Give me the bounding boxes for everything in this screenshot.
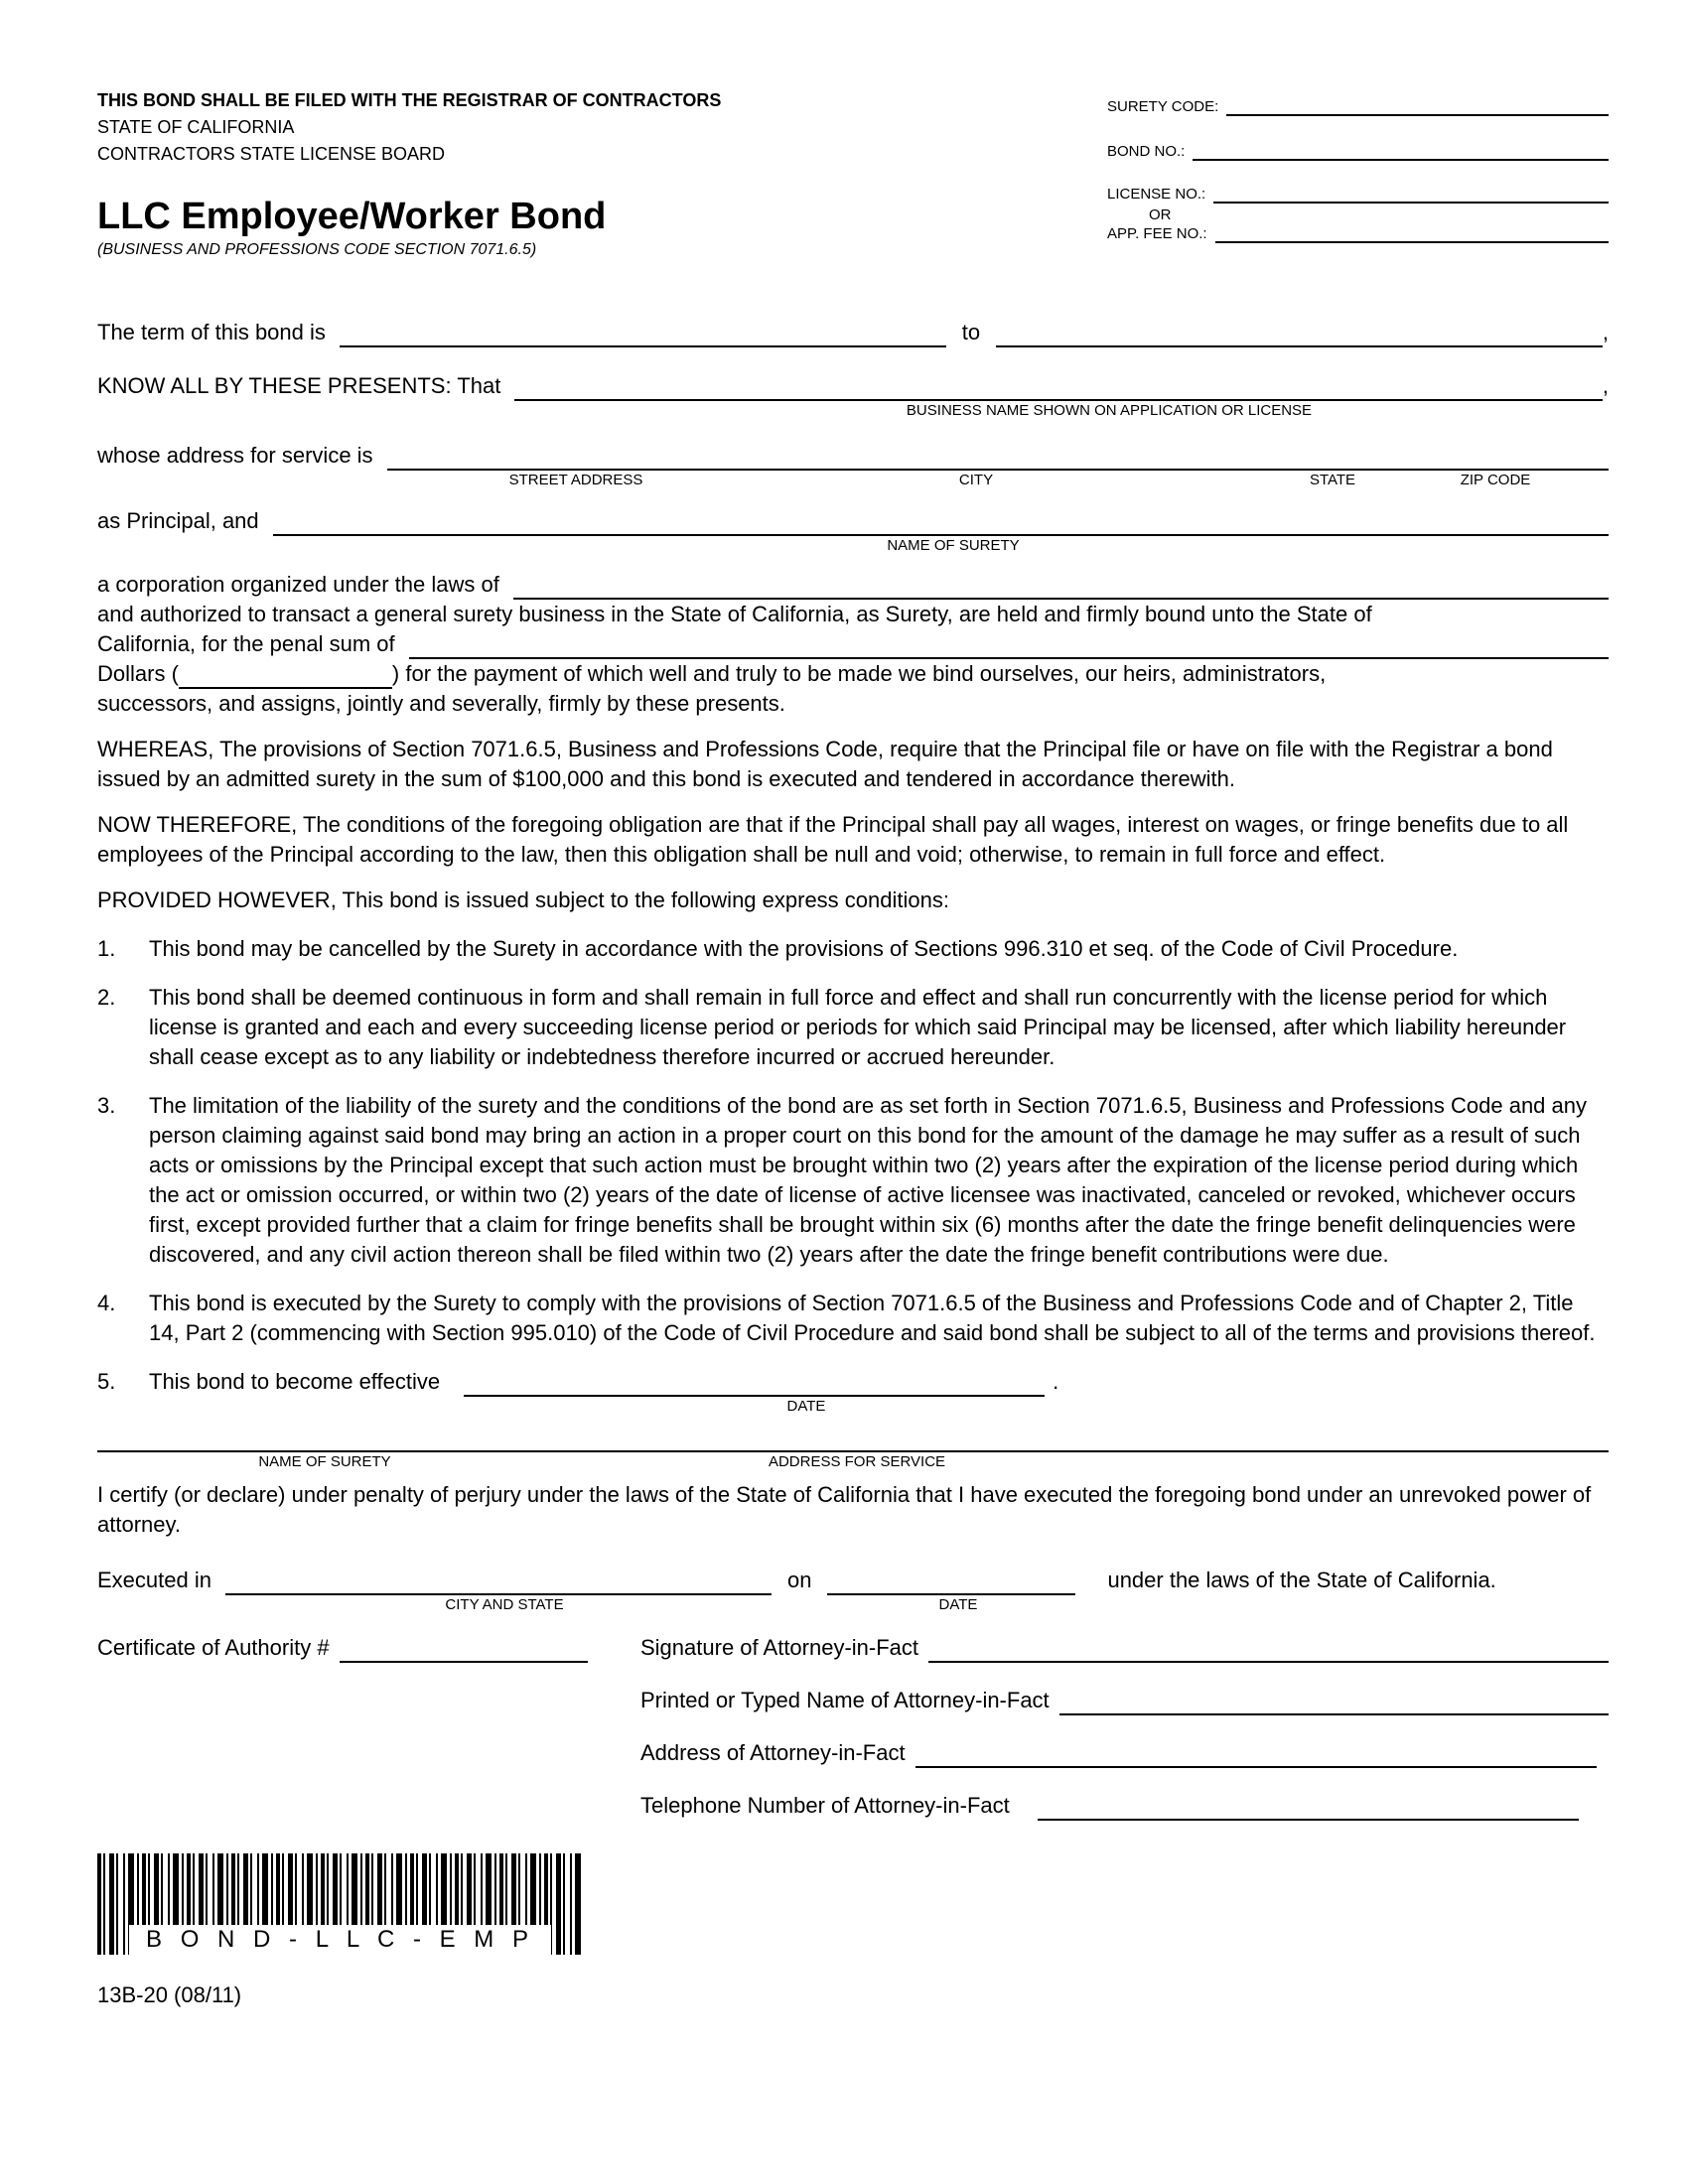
condition-item-4 — [97, 1289, 1609, 1348]
laws-state-field[interactable] — [513, 576, 1609, 600]
condition-2-number: 2. — [97, 985, 116, 1010]
certificate-authority-label: Certificate of Authority # — [97, 1635, 330, 1660]
dollars-suffix: ) for the payment of which well and truly to be made we bind ourselves, our heirs, administrators, — [391, 661, 1327, 686]
condition-item-5 — [97, 1367, 1609, 1417]
code-section-subtitle: (BUSINESS AND PROFESSIONS CODE SECTION 7071.6.5) — [97, 241, 537, 258]
effective-date-caption-row — [149, 1397, 1609, 1417]
board-line: CONTRACTORS STATE LICENSE BOARD — [97, 144, 446, 164]
corporation-block — [97, 570, 1609, 719]
condition-5-period: . — [1053, 1369, 1059, 1394]
dollars-row — [97, 659, 1609, 689]
executed-date-caption: DATE — [938, 1596, 978, 1613]
telephone-attorney-field[interactable] — [1038, 1797, 1579, 1821]
city-and-state-caption: CITY AND STATE — [445, 1596, 564, 1613]
license-no-field[interactable] — [1213, 188, 1609, 205]
penal-sum-numeric-field[interactable] — [179, 665, 392, 689]
surety-code-row — [1107, 97, 1609, 116]
executed-city-state-field[interactable] — [225, 1571, 772, 1595]
or-label: OR — [1149, 206, 1172, 223]
address-for-service-field[interactable] — [387, 447, 1609, 471]
telephone-attorney-label: Telephone Number of Attorney-in-Fact — [640, 1793, 1010, 1818]
term-prefix: The term of this bond is — [97, 320, 326, 344]
page-title: LLC Employee/Worker Bond — [97, 196, 607, 237]
app-fee-no-field[interactable] — [1215, 227, 1609, 244]
signature-attorney-field[interactable] — [928, 1639, 1609, 1663]
condition-3-number: 3. — [97, 1093, 116, 1118]
principal-row — [97, 506, 1609, 536]
whereas-paragraph: WHEREAS, The provisions of Section 7071.6.5, Business and Professions Code, require that the Principal file or have on file with the Registrar a bond issued by an admitted surety in the sum of $100,000 and this bond is executed and tendered in accordance therewith. — [97, 737, 1553, 791]
printed-name-attorney-field[interactable] — [1059, 1692, 1609, 1715]
license-no-row — [1107, 185, 1609, 204]
surety-code-field[interactable] — [1226, 100, 1609, 117]
certificate-authority-field[interactable] — [340, 1639, 588, 1663]
bond-no-label: BOND NO.: — [1107, 143, 1186, 160]
business-name-caption: BUSINESS NAME SHOWN ON APPLICATION OR LICENSE — [906, 402, 1313, 419]
city-caption: CITY — [958, 472, 994, 488]
laws-row — [97, 570, 1609, 600]
attorney-left-column — [97, 1633, 640, 1843]
address-prefix: whose address for service is — [97, 443, 373, 468]
executed-row — [97, 1566, 1609, 1595]
signature-attorney-label: Signature of Attorney-in-Fact — [640, 1635, 919, 1660]
office-use-fields — [1107, 87, 1609, 260]
executed-suffix: under the laws of the State of California. — [1107, 1568, 1496, 1592]
term-to: to — [961, 320, 981, 344]
provided-paragraph: PROVIDED HOWEVER, This bond is issued subject to the following express conditions: — [97, 887, 949, 912]
state-line: STATE OF CALIFORNIA — [97, 117, 295, 137]
condition-4-number: 4. — [97, 1291, 116, 1315]
condition-5-number: 5. — [97, 1369, 116, 1394]
attorney-right-column — [640, 1633, 1609, 1843]
name-of-surety-field[interactable] — [273, 512, 1609, 536]
laws-prefix: a corporation organized under the laws of — [97, 572, 499, 597]
form-barcode — [97, 1853, 583, 1955]
address-attorney-field[interactable] — [915, 1744, 1597, 1768]
form-number: 13B-20 (08/11) — [97, 1982, 242, 2007]
authorized-line: and authorized to transact a general surety business in the State of California, as Surety, are held and firmly bound unto the State of — [97, 602, 1372, 626]
bond-no-row — [1107, 142, 1609, 161]
condition-item-1 — [97, 934, 1609, 964]
street-address-caption: STREET ADDRESS — [508, 472, 643, 488]
state-caption: STATE — [1309, 472, 1356, 488]
certify-paragraph: I certify (or declare) under penalty of perjury under the laws of the State of California that I have executed the foregoing bond under an unrevoked power of attorney. — [97, 1482, 1592, 1537]
certificate-row — [97, 1633, 640, 1663]
effective-date-row — [149, 1367, 1609, 1397]
effective-date-caption: DATE — [786, 1398, 826, 1415]
form-header — [97, 87, 1609, 260]
surety-name-caption: NAME OF SURETY — [258, 1453, 391, 1470]
presents-prefix: KNOW ALL BY THESE PRESENTS: That — [97, 373, 501, 398]
barcode-text: B O N D - L L C - E M P — [129, 1925, 551, 1955]
penal-sum-field[interactable] — [409, 635, 1609, 659]
condition-3-text: The limitation of the liability of the surety and the conditions of the bond are as set forth in Section 7071.6.5, Business and Professions Code and any person claiming against said bond may bring an action in a proper court on this bond for the amount of the damage he may suffer as a result of such acts or omissions by the Principal except that such action must be brought within two (2) years after the expiration of the license period during which the act or omission occurred, or within two (2) years of the date of license of active licensee was inactivated, canceled or revoked, whichever occurs first, except provided further that a claim for fringe benefits shall be brought within six (6) months after the date the fringe benefit delinquencies were discovered, and any civil action thereon shall be filed within two (2) years after the date the fringe benefit contributions were due. — [149, 1093, 1587, 1267]
surety-code-label: SURETY CODE: — [1107, 98, 1219, 115]
principal-caption-row — [97, 536, 1609, 556]
effective-date-field[interactable] — [464, 1373, 1045, 1397]
dollars-prefix: Dollars ( — [97, 661, 179, 686]
address-row — [97, 441, 1609, 471]
presents-comma: , — [1602, 373, 1609, 398]
zip-code-caption: ZIP CODE — [1460, 472, 1531, 488]
executed-prefix: Executed in — [97, 1568, 211, 1592]
telephone-row — [640, 1791, 1609, 1821]
executed-caption-row — [97, 1595, 1609, 1615]
term-row — [97, 318, 1609, 347]
address-caption-row — [97, 471, 1609, 490]
condition-2-text: This bond shall be deemed continuous in form and shall remain in full force and effect and shall run concurrently with the license period for which license is granted and each and every succeeding license period or periods for which said Principal may be licensed, after which liability hereunder shall cease except as to any liability or indebtedness therefore incurred or accrued hereunder. — [149, 985, 1567, 1069]
presents-caption-row — [97, 401, 1609, 421]
successors-line: successors, and assigns, jointly and severally, firmly by these presents. — [97, 691, 785, 716]
bond-no-field[interactable] — [1193, 145, 1609, 162]
penal-sum-row — [97, 629, 1609, 659]
business-name-field[interactable] — [514, 377, 1603, 401]
address-attorney-label: Address of Attorney-in-Fact — [640, 1740, 906, 1765]
now-therefore-paragraph: NOW THEREFORE, The conditions of the foregoing obligation are that if the Principal shall pay all wages, interest on wages, or fringe benefits due to all employees of the Principal according to the law, then this obligation shall be null and void; otherwise, to remain in full force and effect. — [97, 812, 1569, 867]
principal-prefix: as Principal, and — [97, 508, 259, 533]
condition-item-2 — [97, 983, 1609, 1072]
executed-date-field[interactable] — [827, 1571, 1075, 1595]
name-of-surety-caption: NAME OF SURETY — [887, 537, 1020, 554]
attorney-block — [97, 1633, 1609, 1843]
condition-4-text: This bond is executed by the Surety to comply with the provisions of Section 7071.6.5 of the Business and Professions Code and of Chapter 2, Title 14, Part 2 (commencing with Section 995.010) of the Code of Civil Procedure and said bond shall be subject to all of the terms and provisions thereof. — [149, 1291, 1596, 1345]
condition-item-3 — [97, 1091, 1609, 1270]
presents-row — [97, 371, 1609, 401]
license-no-label: LICENSE NO.: — [1107, 186, 1206, 203]
printed-name-row — [640, 1686, 1609, 1715]
app-fee-row — [1107, 224, 1609, 243]
surety-line-captions — [97, 1452, 1609, 1472]
term-comma: , — [1602, 320, 1609, 344]
term-start-field[interactable] — [340, 324, 946, 347]
header-left — [97, 87, 1107, 260]
app-fee-label: APP. FEE NO.: — [1107, 225, 1207, 242]
signature-row — [640, 1633, 1609, 1663]
condition-1-number: 1. — [97, 936, 116, 961]
printed-name-attorney-label: Printed or Typed Name of Attorney-in-Fact — [640, 1688, 1050, 1712]
condition-1-text: This bond may be cancelled by the Surety in accordance with the provisions of Sections 996.310 et seq. of the Code of Civil Procedure. — [149, 936, 1459, 961]
executed-on: on — [786, 1568, 812, 1592]
address-service-caption: ADDRESS FOR SERVICE — [768, 1453, 946, 1470]
attorney-address-row — [640, 1738, 1609, 1768]
filing-instruction: THIS BOND SHALL BE FILED WITH THE REGISTRAR OF CONTRACTORS — [97, 90, 722, 110]
term-end-field[interactable] — [996, 324, 1603, 347]
penal-sum-prefix: California, for the penal sum of — [97, 631, 395, 656]
condition-5-text: This bond to become effective — [149, 1369, 441, 1394]
